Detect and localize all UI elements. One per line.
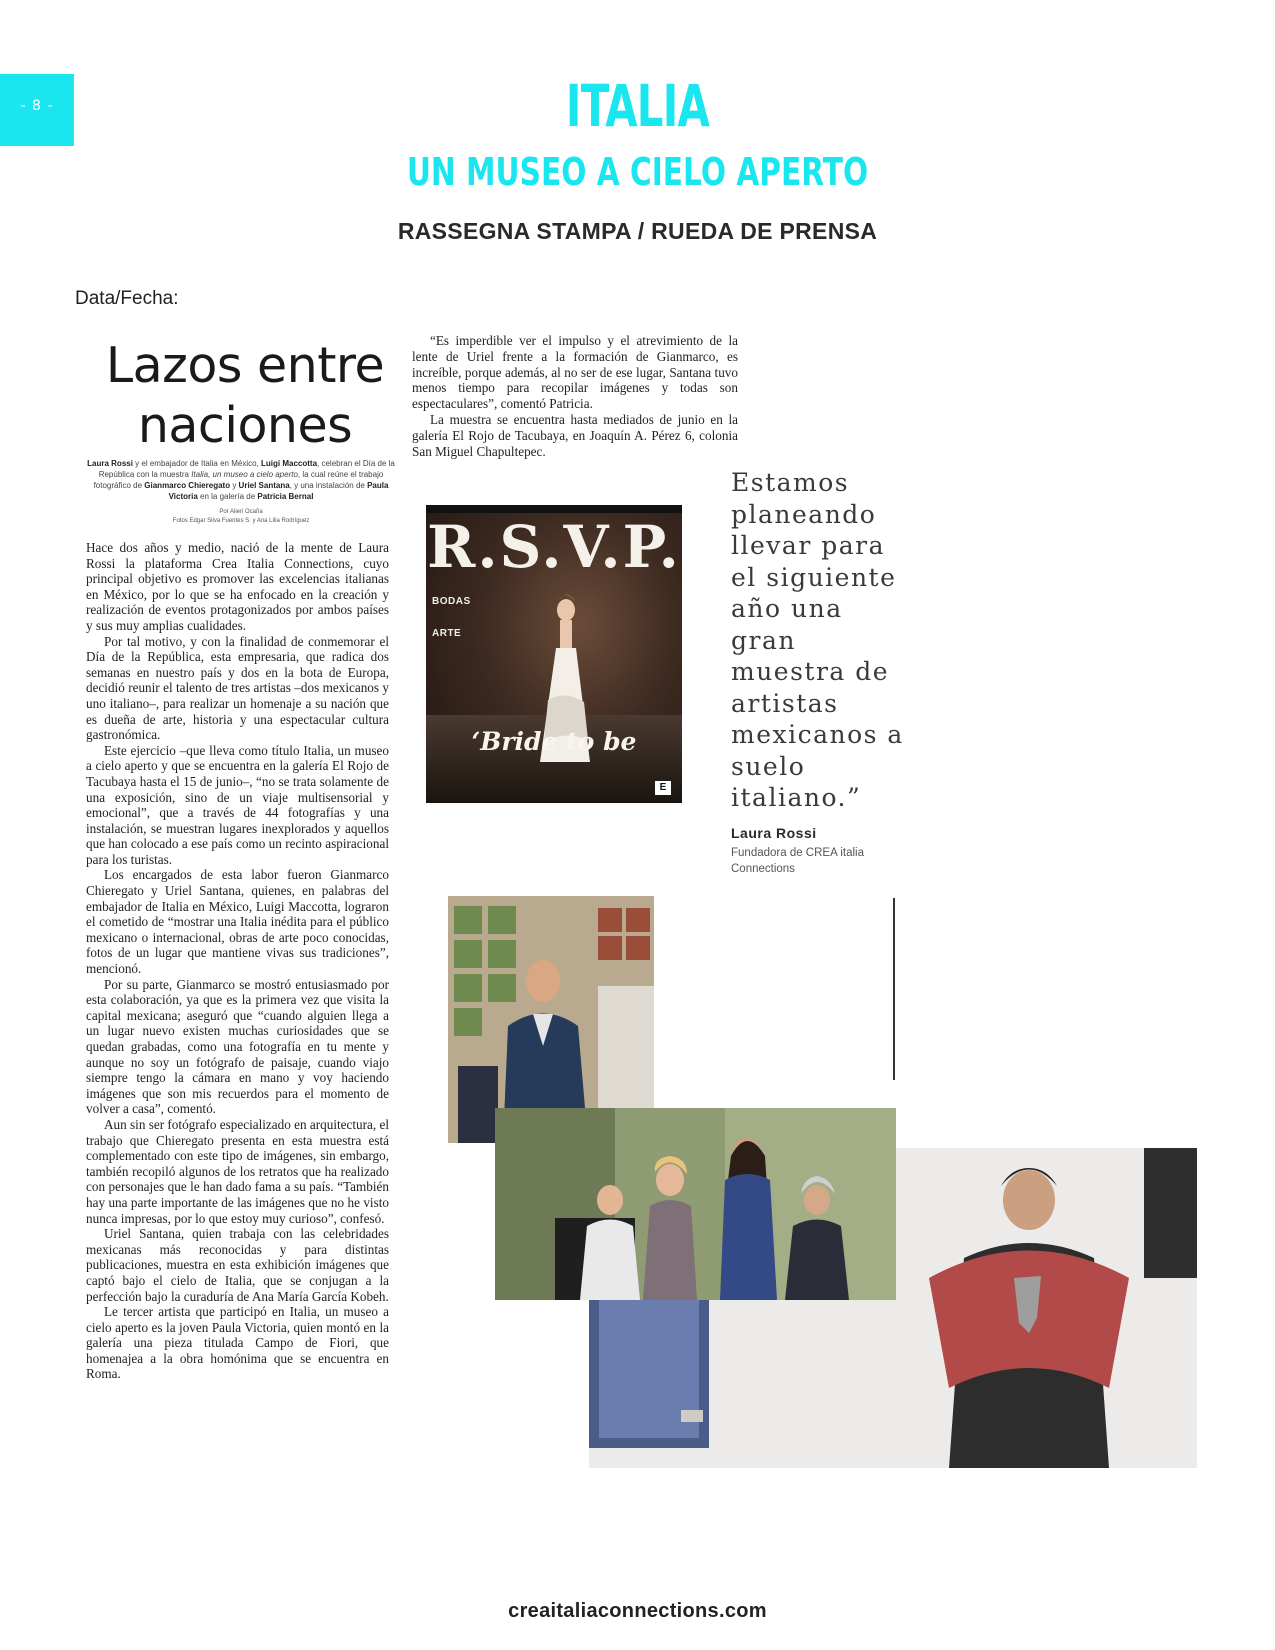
article-paragraph: Uriel Santana, quien trabaja con las celebridades mexicanas más reconocidas y para distintas publicaciones, muestra en esta exhibición imágenes que captó bajo el cielo de Italia, que se conjugan a la perfección bajo la curaduría de Ana María García Kobeh. (86, 1226, 389, 1304)
article-deck: Laura Rossi y el embajador de Italia en México, Luigi Maccotta, celebran el Día de la República con la muestra Italia, un museo a cielo aperto, la cual reúne el trabajo fotográfico de Gianmarco Chieregato y Uriel Santana, y una instalación de Paula Victoria en la galería de Patricia Bernal (87, 459, 395, 501)
pull-quote-author: Laura Rossi (731, 825, 817, 841)
date-label: Data/Fecha: (75, 288, 179, 309)
article-paragraph: La muestra se encuentra hasta mediados de junio en la galería El Rojo de Tacubaya, en Joaquín A. Pérez 6, colonia San Miguel Chapultepec. (412, 411, 738, 459)
cover-header-strip (426, 505, 682, 513)
article-headline: Lazos entre naciones (105, 337, 385, 454)
page-title: ITALIA (565, 72, 710, 140)
footer-website[interactable]: creaitaliaconnections.com (508, 1600, 767, 1622)
article-paragraph: Este ejercicio –que lleva como título Italia, un museo a cielo aperto y que se encuentra en la galería El Rojo de Tacubaya hasta el 15 de junio–, “no se trata solamente de una exposición, sino de un viaje multisensorial y emocional”, que a través de 44 fotografías y una instalación, se muestran lugares inexplorados y aquellos que han colocado a ese país como un recinto aspiracional para los turistas. (86, 742, 389, 867)
article-photo-credit: Fotos Edgar Silva Fuentes S. y Ana Lilia Rodríguez (172, 518, 310, 524)
article-paragraph: “Es imperdible ver el impulso y el atrevimiento de la lente de Uriel frente a la formación de Gianmarco, es increíble, porque además, al no ser de ese lugar, Santana tuvo menos tiempo para recopilar imágenes y todas son espectaculares”, comentó Patricia. (412, 333, 738, 412)
cover-logo: R.S.V.P. (427, 513, 681, 581)
event-photo-group (495, 1108, 896, 1300)
cover-heading-arte: ARTE (432, 628, 462, 639)
article-continuation (412, 333, 738, 459)
article-paragraph: Por tal motivo, y con la finalidad de conmemorar el Día de la República, esta empresaria, que radica dos semanas en nuestro país y dos en la bota de Europa, decidió reunir el talento de tres artistas –dos mexicanos y uno italiano–, para realizar un homenaje a su nación que es dueña de arte, historia y una espectacular cultura gastronómica. (86, 633, 389, 743)
article-paragraph: Hace dos años y medio, nació de la mente de Laura Rossi la plataforma Crea Italia Connections, cuyo principal objetivo es promover las excelencias italianas en México, por lo que se ha enfocado en la creación y realización de eventos protagonizados por ambos países y sus muy amplias cualidades. (86, 540, 389, 633)
section-label: RASSEGNA STAMPA / RUEDA DE PRENSA (397, 218, 878, 244)
pull-quote: Estamos planeando llevar para el siguiente año una gran muestra de artistas mexicanos a suelo italiano.” (731, 468, 904, 812)
page-subtitle: UN MUSEO A CIELO APERTO (406, 150, 869, 194)
article-paragraph: Le tercer artista que participó en Italia, un museo a cielo aperto es la joven Paula Victoria, quien montó en la galería una pieza titulada Campo de Fiori, que homenajea a la obra homónima que se encuentra en Roma. (86, 1304, 389, 1382)
column-rule (893, 898, 895, 1080)
event-photo-guest (448, 896, 654, 1143)
page-number-tab (0, 74, 74, 146)
cover-sidebar (432, 597, 502, 639)
article-paragraph: Aun sin ser fotógrafo especializado en arquitectura, el trabajo que Chieregato presenta en esta muestra está complementado con este tipo de imágenes, sin embargo, también recopiló algunos de los retratos que ha realizado con personajes que le han dado fama a su país. “También hay una parte importante de las imágenes que no he visto nunca impresas, por lo que estoy muy curioso”, confesó. (86, 1116, 389, 1226)
pull-quote-role: Fundadora de CREA italia Connections (731, 847, 864, 875)
event-photo-group-image (495, 1108, 896, 1300)
article-paragraph: Los encargados de esta labor fueron Gianmarco Chieregato y Uriel Santana, quienes, en palabras del embajador de Italia en México, Luigi Maccotta, lograron el cometido de “mostrar una Italia inédita para el público mexicano o internacional, obras de arte poco conocidas, fotos de un lugar que mantiene vivas sus tradiciones”, mencionó. (86, 867, 389, 977)
event-photo-guest-image (448, 896, 654, 1143)
article-body (86, 540, 389, 1382)
article-paragraph: Por su parte, Gianmarco se mostró entusiasmado por esta colaboración, ya que es la primera vez que visita la capital mexicana; aseguró que “cuando alguien llega a un lugar nuevo existen muchas curiosidades que se quedan grabadas, como una fotografía en tu mente y aunque no soy un fotógrafo de paisaje, cuando viajo siempre tengo la cámara en mano y voy haciendo imágenes que son mis recuerdos para el momento de volver a casa”, comentó. (86, 976, 389, 1117)
article-credits (86, 508, 396, 526)
page-number: - 8 - (20, 98, 54, 114)
magazine-cover (426, 505, 682, 803)
cover-badge: E (655, 781, 671, 795)
article-byline: Por Alieri Ocaña (219, 509, 263, 515)
cover-tagline: ‘Bride to be (471, 727, 637, 756)
cover-heading-bodas: BODAS (432, 596, 471, 607)
